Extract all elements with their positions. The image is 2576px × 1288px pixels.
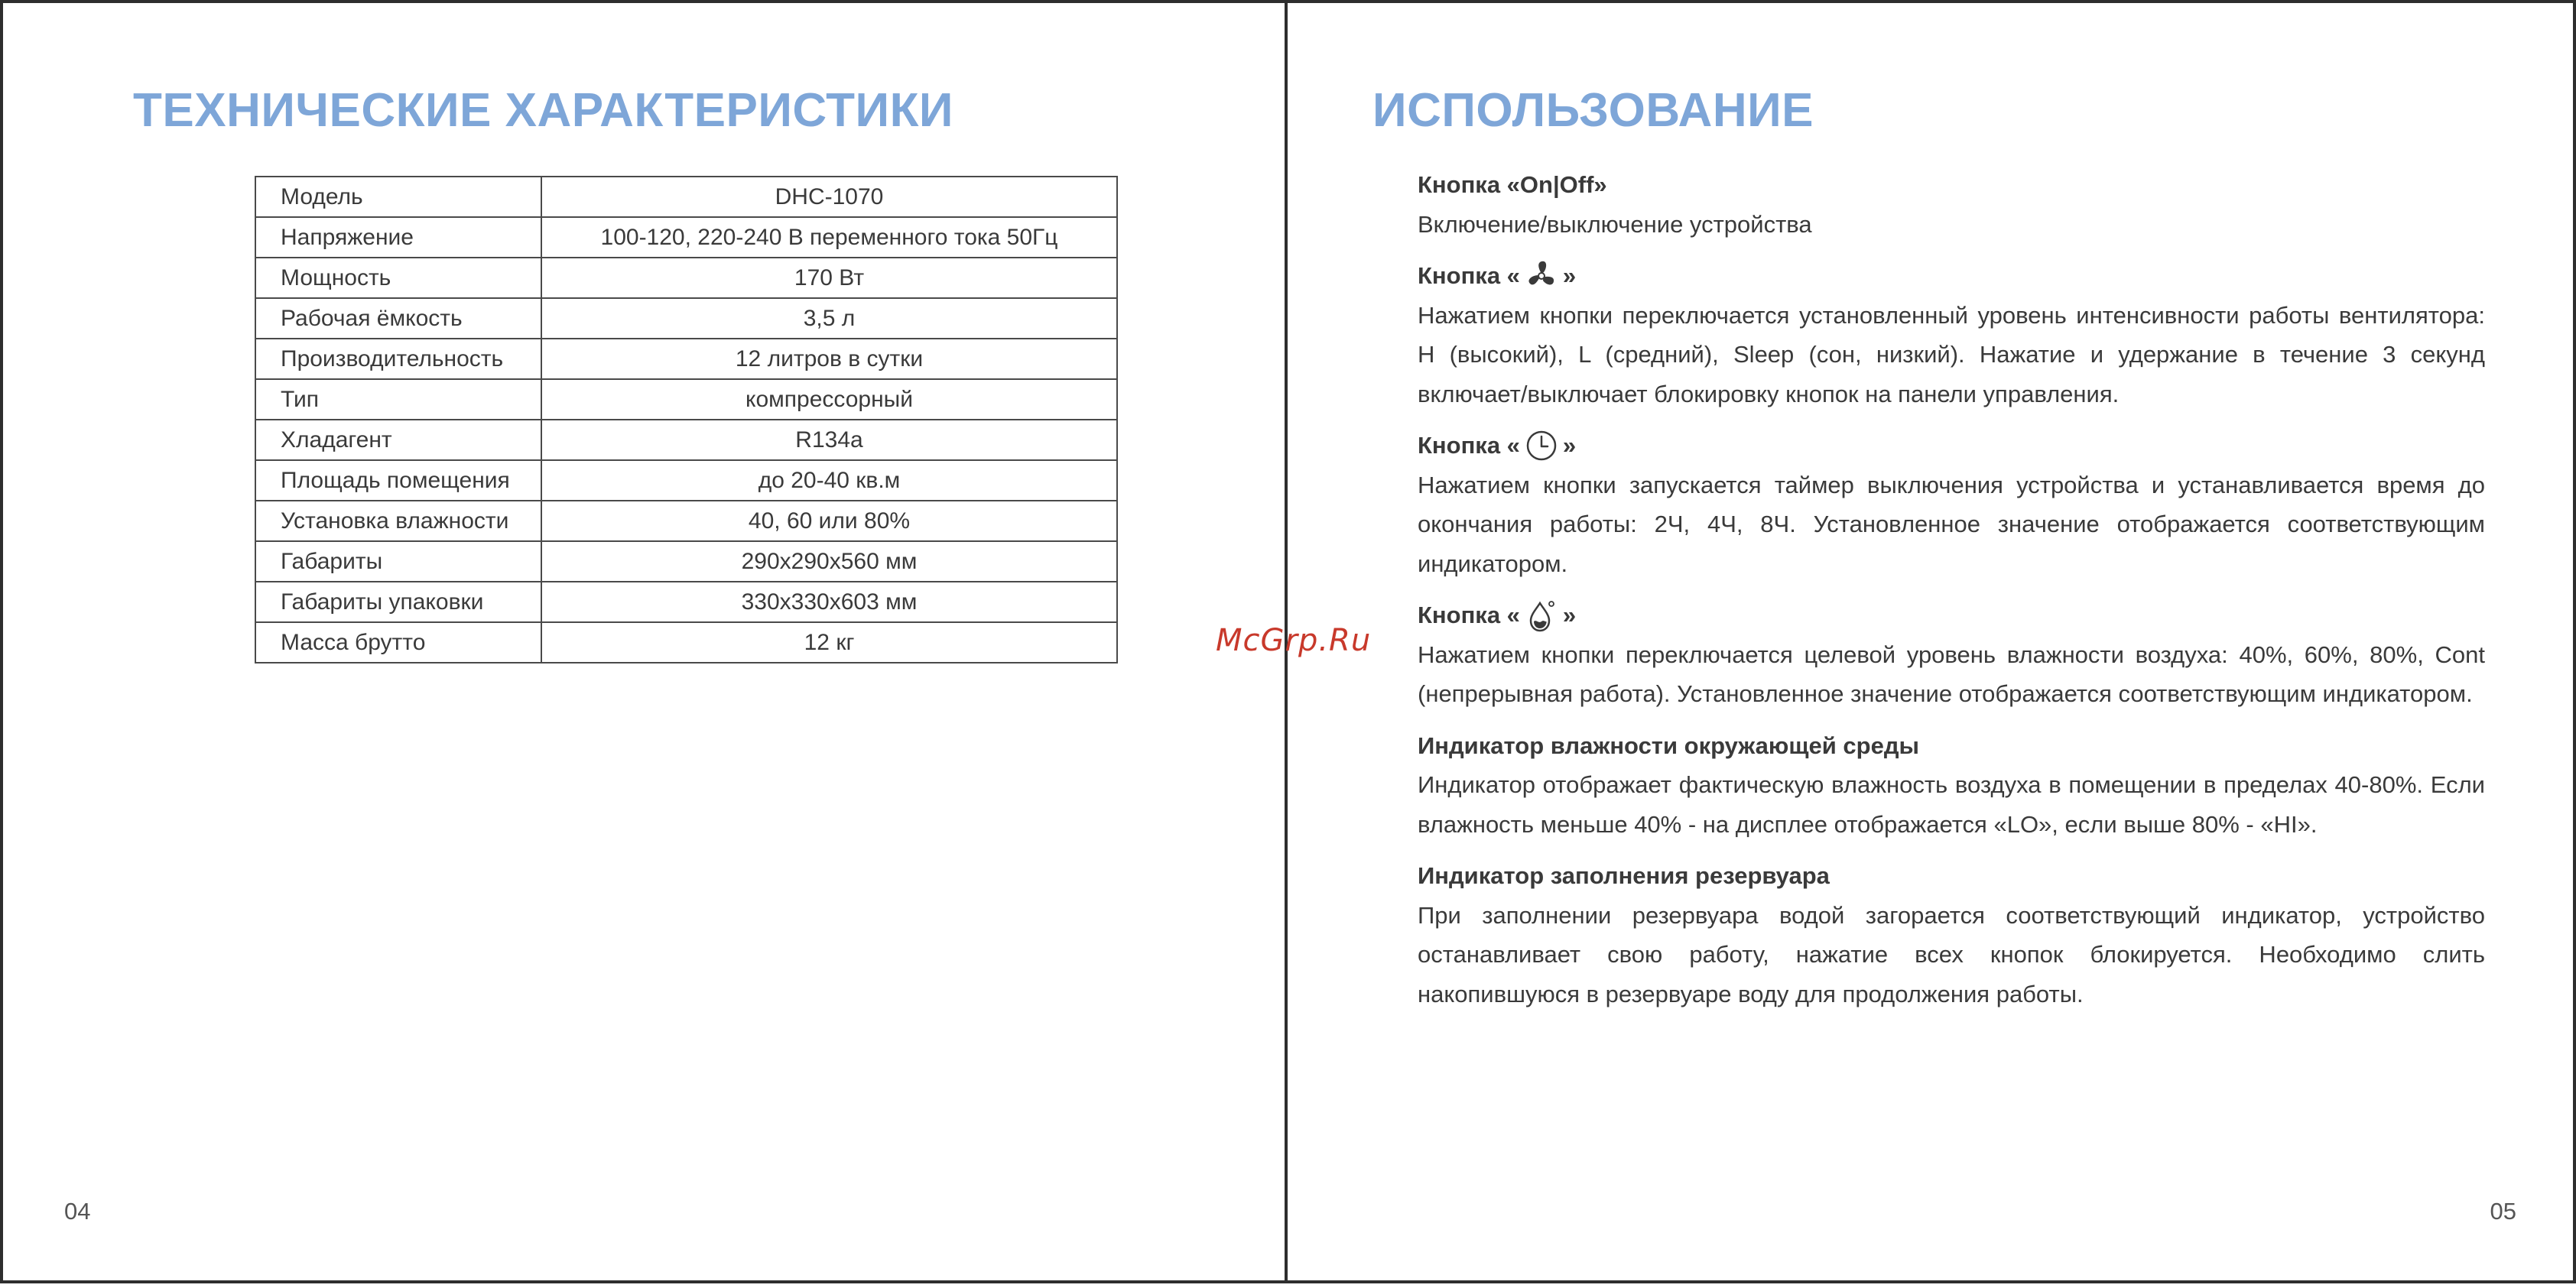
specs-table <box>255 176 1118 663</box>
section-text: При заполнении резервуара водой загорается соответствующий индикатор, устройство останавливает свою работу, нажатие всех кнопок блокируется. Необходимо слить накопившуюся в резервуаре воду для продолжения работы. <box>1418 901 2485 1007</box>
table-row <box>255 460 1117 501</box>
table-row <box>255 177 1117 217</box>
section-title-prefix: Кнопка « <box>1418 432 1520 459</box>
section-title: Кнопка «On|Off» <box>1418 171 1607 198</box>
spec-value: 330х330х603 мм <box>541 582 1117 622</box>
spec-param: Производительность <box>255 339 541 379</box>
table-row <box>255 258 1117 298</box>
table-row <box>255 622 1117 663</box>
section-title-suffix: » <box>1562 262 1577 289</box>
section-title <box>1418 426 2485 466</box>
spec-param: Масса брутто <box>255 622 541 663</box>
spec-value: DHC-1070 <box>541 177 1117 217</box>
table-row <box>255 217 1117 258</box>
section-title-suffix: » <box>1562 432 1577 459</box>
section-text: Нажатием кнопки переключается целевой уровень влажности воздуха: 40%, 60%, 80%, Cont (непрерывная работа). Установленное значение отображается соответствующим индикатором. <box>1418 641 2485 707</box>
section-text: Включение/выключение устройства <box>1418 210 1812 238</box>
usage-section <box>1418 165 2485 244</box>
section-title: Индикатор влажности окружающей среды <box>1418 732 1919 759</box>
specs-heading: ТЕХНИЧЕСКИЕ ХАРАКТЕРИСТИКИ <box>133 84 953 137</box>
spec-value: 3,5 л <box>541 298 1117 339</box>
section-text: Индикатор отображает фактическую влажность воздуха в помещении в пределах 40-80%. Если влажность меньше 40% - на дисплее отображается «LO», если выше 80% - «HI». <box>1418 771 2485 838</box>
spec-param: Установка влажности <box>255 501 541 541</box>
section-title-prefix: Кнопка « <box>1418 602 1520 628</box>
usage-content <box>1418 165 2485 1026</box>
spec-value: до 20-40 кв.м <box>541 460 1117 501</box>
section-title <box>1418 256 2485 296</box>
section-title-prefix: Кнопка « <box>1418 262 1520 289</box>
section-title-suffix: » <box>1562 602 1577 628</box>
section-title <box>1418 595 2485 635</box>
spec-value: 100-120, 220-240 В переменного тока 50Гц <box>541 217 1117 258</box>
spec-value: компрессорный <box>541 379 1117 420</box>
spec-param: Модель <box>255 177 541 217</box>
usage-heading: ИСПОЛЬЗОВАНИЕ <box>1372 84 1814 137</box>
spec-value: 170 Вт <box>541 258 1117 298</box>
spec-param: Габариты <box>255 541 541 582</box>
spec-param: Хладагент <box>255 420 541 460</box>
spec-param: Тип <box>255 379 541 420</box>
left-page <box>0 0 1289 1283</box>
spec-param: Рабочая ёмкость <box>255 298 541 339</box>
table-row <box>255 582 1117 622</box>
clock-icon <box>1523 427 1560 464</box>
spec-param: Напряжение <box>255 217 541 258</box>
usage-section <box>1418 426 2485 583</box>
table-row <box>255 501 1117 541</box>
usage-section <box>1418 256 2485 414</box>
section-text: Нажатием кнопки переключается установленный уровень интенсивности работы вентилятора: H (высокий), L (средний), Sleep (сон, низкий). Нажатие и удержание в течение 3 секунд включает/выключает блокировку кнопок на панели управления. <box>1418 301 2485 407</box>
table-row <box>255 298 1117 339</box>
spec-value: 290х290х560 мм <box>541 541 1117 582</box>
section-text: Нажатием кнопки запускается таймер выключения устройства и устанавливается время до окончания работы: 2Ч, 4Ч, 8Ч. Установленное значение отображается соответствующим индикатором. <box>1418 471 2485 577</box>
spec-value: 12 кг <box>541 622 1117 663</box>
usage-section <box>1418 595 2485 714</box>
spec-param: Мощность <box>255 258 541 298</box>
usage-section <box>1418 726 2485 845</box>
section-title: Индикатор заполнения резервуара <box>1418 862 1830 889</box>
table-row <box>255 420 1117 460</box>
right-page <box>1285 0 2576 1283</box>
page-number: 05 <box>2490 1198 2516 1225</box>
table-row <box>255 541 1117 582</box>
table-row <box>255 379 1117 420</box>
humidity-drop-icon <box>1523 597 1560 634</box>
table-row <box>255 339 1117 379</box>
fan-icon <box>1523 258 1560 294</box>
watermark: McGrp.Ru <box>1216 623 1372 658</box>
page-number: 04 <box>64 1198 91 1225</box>
spec-value: 12 литров в сутки <box>541 339 1117 379</box>
spec-param: Габариты упаковки <box>255 582 541 622</box>
usage-section <box>1418 856 2485 1014</box>
spec-param: Площадь помещения <box>255 460 541 501</box>
spec-value: R134a <box>541 420 1117 460</box>
spec-value: 40, 60 или 80% <box>541 501 1117 541</box>
